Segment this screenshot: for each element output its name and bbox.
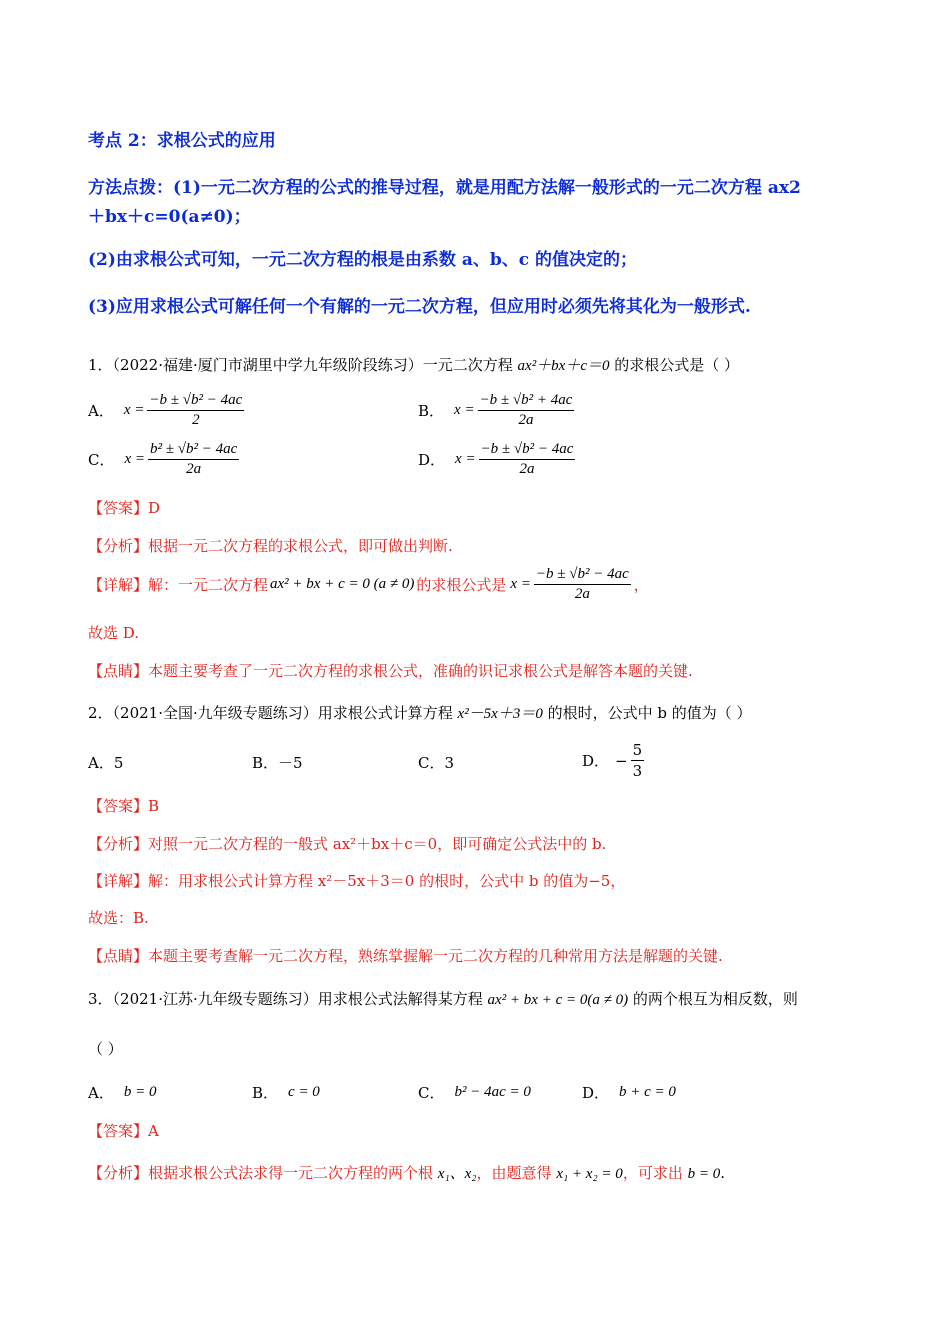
q1-option-c: C． x = $\frac{\text{b² ± √b² − 4ac}}{2a}$	[88, 441, 238, 477]
q2-comment: 【点睛】本题主要考查解一元二次方程，熟练掌握解一元二次方程的几种常用方法是解题的关键.	[88, 947, 723, 965]
question-2-suffix: 的根时，公式中 b 的值为（ ）	[542, 704, 752, 722]
q2-option-c: C．3	[418, 754, 455, 772]
q1-choose: 故选 D.	[88, 624, 140, 642]
q3-analysis-mid2: ，可求出	[622, 1164, 688, 1182]
q3-analysis-roots: x₁、x₂	[437, 1166, 477, 1182]
question-2-prefix: 2．（2021·全国·九年级专题练习）用求根公式计算方程	[88, 704, 458, 722]
option-label: D．	[418, 451, 446, 469]
question-3-blank: （ ）	[88, 1040, 123, 1058]
denominator: 2	[192, 412, 200, 428]
option-equation: b = 0	[123, 1084, 157, 1100]
numerator: −b ± √b² − 4ac	[147, 392, 244, 411]
option-label: B．	[252, 1084, 279, 1102]
q1-option-c-fraction	[148, 441, 239, 478]
q1-answer: 【答案】D	[88, 499, 161, 517]
option-label: C．	[88, 451, 115, 469]
q1-detail-prefix: 【详解】解：一元二次方程	[88, 576, 269, 594]
q2-option-d: D． − $\frac{5}{3}$	[582, 741, 643, 780]
q1-detail-mid: 的求根公式是	[416, 576, 507, 594]
option-label: D．	[582, 1084, 610, 1102]
question-2-equation: x²－5x＋3＝0	[457, 706, 543, 722]
q1-analysis: 【分析】根据一元二次方程的求根公式，即可做出判断.	[88, 537, 453, 555]
q3-analysis-prefix: 【分析】根据求根公式法求得一元二次方程的两个根	[88, 1164, 438, 1182]
numerator: b² ± √b² − 4ac	[148, 441, 239, 460]
q1-detail-equation: ax² + bx + c = 0 (a ≠ 0)	[270, 576, 415, 592]
q1-option-a: A． x = $\frac{\text{−b ± √b² − 4ac}}{2}$	[88, 392, 243, 428]
q3-analysis-sum: x₁ + x₂ = 0	[556, 1166, 623, 1182]
q1-detail-end: ，	[633, 576, 649, 594]
q3-option-d	[582, 1082, 676, 1103]
question-3-prefix: 3．（2021·江苏·九年级专题练习）用求根公式法解得某方程	[88, 990, 488, 1008]
option-equation: b + c = 0	[619, 1084, 676, 1100]
option-equation: c = 0	[288, 1084, 320, 1100]
q1-option-a-fraction	[147, 392, 244, 429]
q2-detail: 【详解】解：用求根公式计算方程 x²－5x＋3＝0 的根时，公式中 b 的值为−5，	[88, 872, 626, 890]
method-line-3: (2)由求根公式可知，一元二次方程的根是由系数 a、b、c 的值决定的；	[88, 250, 638, 270]
option-label: A．	[88, 1084, 114, 1102]
section-heading: 考点 2：求根公式的应用	[88, 131, 276, 151]
question-3-equation: ax² + bx + c = 0(a ≠ 0)	[487, 992, 629, 1008]
method-line-1: 方法点拨：(1)一元二次方程的公式的推导过程，就是用配方法解一般形式的一元二次方程 ax2	[88, 178, 801, 198]
denominator: 2a	[519, 461, 535, 477]
option-label: B．	[418, 402, 445, 420]
question-1-prefix: 1．（2022·福建·厦门市湖里中学九年级阶段练习）一元二次方程	[88, 356, 518, 374]
q2-answer: 【答案】B	[88, 797, 160, 815]
question-3-suffix: 的两个根互为相反数，则	[628, 990, 798, 1008]
option-label: C．	[418, 1084, 445, 1102]
denominator: 3	[632, 762, 643, 780]
question-3-stem	[88, 988, 798, 1009]
q1-detail-fraction	[534, 566, 631, 603]
q3-analysis-mid: ，由题意得	[476, 1164, 557, 1182]
q2-option-a: A．5	[88, 754, 124, 772]
q2-choose: 故选：B.	[88, 909, 149, 927]
q1-option-d-fraction	[479, 441, 576, 478]
q1-option-b: B． x = $\frac{\text{−b ± √b² + 4ac}}{2a}$	[418, 392, 573, 428]
q2-option-b: B．－5	[252, 754, 303, 772]
question-1-stem	[88, 354, 739, 375]
method-line-4: (3)应用求根公式可解任何一个有解的一元二次方程，但应用时必须先将其化为一般形式.	[88, 297, 751, 317]
denominator: 2a	[518, 412, 534, 428]
q3-analysis-result: b = 0	[687, 1166, 721, 1182]
numerator: −b ± √b² − 4ac	[534, 566, 631, 585]
numerator: 5	[632, 741, 643, 759]
q1-comment: 【点睛】本题主要考查了一元二次方程的求根公式，准确的识记求根公式是解答本题的关键.	[88, 662, 693, 680]
option-label: D．	[582, 752, 610, 770]
denominator: 2a	[186, 461, 202, 477]
q3-analysis	[88, 1162, 725, 1183]
q2-analysis: 【分析】对照一元二次方程的一般式 ax²＋bx＋c＝0，即可确定公式法中的 b.	[88, 835, 607, 853]
q1-option-d: D． x = $\frac{\text{−b ± √b² − 4ac}}{2a}$	[418, 441, 574, 477]
q3-option-c	[418, 1082, 531, 1103]
question-2-stem	[88, 702, 752, 723]
numerator: −b ± √b² + 4ac	[478, 392, 575, 411]
q3-option-a	[88, 1082, 156, 1103]
question-1-suffix: 的求根公式是（ ）	[609, 356, 740, 374]
q3-analysis-end: .	[720, 1164, 725, 1182]
q1-option-b-fraction	[478, 392, 575, 429]
option-label: A．	[88, 402, 114, 420]
denominator: 2a	[574, 586, 590, 602]
question-1-equation: ax²＋bx＋c＝0	[517, 358, 610, 374]
method-line-2: ＋bx＋c=0(a≠0)；	[88, 207, 251, 227]
q3-answer: 【答案】A	[88, 1122, 159, 1140]
q2-option-d-fraction	[631, 741, 645, 780]
q1-detail: 【详解】解：一元二次方程 ax² + bx + c = 0 (a ≠ 0) 的求根公式是 x = $\frac{\text{−b ± √b² − 4ac}}{2a}$ ，	[88, 566, 649, 602]
option-equation: b² − 4ac = 0	[454, 1084, 531, 1100]
q3-option-b	[252, 1082, 320, 1103]
numerator: −b ± √b² − 4ac	[479, 441, 576, 460]
